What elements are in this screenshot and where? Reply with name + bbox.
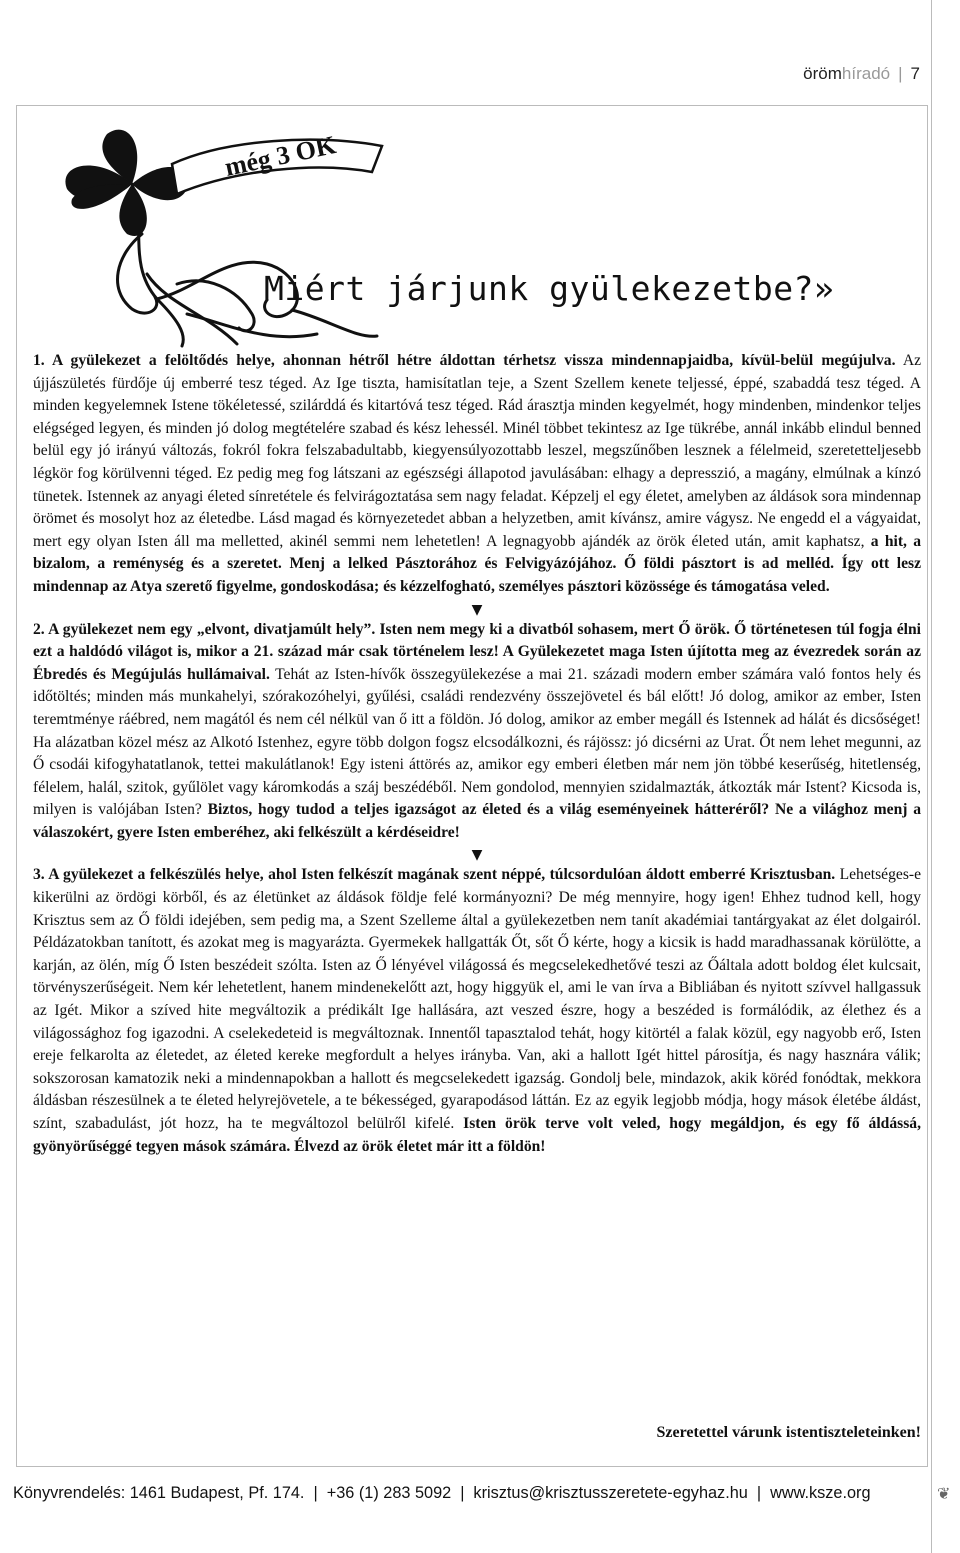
brand-name-bold: öröm	[803, 64, 842, 83]
section-1-body: Az újjászületés fürdője új emberré tesz téged. Az Ige tiszta, hamisítatlan teje, a Szent Szellem kenete teljessé, éppé, szabaddá tesz téged. A minden kegyelemnek Istene tökéletessé, szilárddá és kitartóvá tesz téged. Rád árasztja minden kegyelmét, hogy mindenben, mindenkor teljes elégséged legyen, és minden jó dolog megtételére szabad és kész lehessél. Minél többet tekintesz az Ige tükrébe, annál inkább elindul benned belül egy jó irányú változás, fokról fokra felszabadultabb, kiegyensúlyozottabb leszel, megszűnőben lesznek a félelmeid, szeretetteljesebb légkör fog körülvenni téged. Ez pedig meg fog látszani az egészségi állapotod javulásában: elhagy a depresszió, a magány, elmúlnak a kínzó tünetek. Istennek az anyagi életed sínretétele és felvirágoztatása sem nagy feladat. Képzelj el egy életet, amelyben az áldások sora mindennap örömet és mosolyt hoz az életedbe. Lásd magad és környezetedet abban a helyzetben, amit kívánsz, amire vágysz. Ne engedd el a vágyaidat, mert egy olyan Isten áll ma melletted, akinél semmi nem lehetetlen! A legnagyobb ajándék az örök életed után, amit kaphatsz,	[33, 352, 921, 550]
article-frame	[16, 105, 928, 1467]
footer-phone: +36 (1) 283 5092	[326, 1484, 452, 1502]
closing-line: Szeretettel várunk istentiszteleteinken!	[656, 1424, 921, 1441]
page-number: 7	[910, 64, 920, 83]
section-2	[33, 619, 921, 845]
brand-name-light: híradó	[841, 64, 891, 83]
footer-web-link[interactable]: www.ksze.org	[770, 1484, 871, 1502]
page-footer	[13, 1484, 871, 1503]
footer-email-link[interactable]: krisztus@krisztusszeretete-egyhaz.hu	[473, 1484, 748, 1502]
section-divider-2: ▼	[471, 847, 483, 864]
section-divider-1: ▼	[471, 601, 483, 618]
section-3-closing: Isten örök terve volt veled, hogy megáldjon, és egy fő áldássá, gyönyörűséggé tegyen mások számára. Élvezd az örök életet már itt a földön!	[33, 1115, 921, 1155]
section-1-heading: 1. A gyülekezet a felöltődés helye, ahonnan hétről hétre áldottan térhetsz vissza mindennapjaidba, kívül-belül megújulva.	[33, 352, 896, 369]
footer-order-address: Könyvrendelés: 1461 Budapest, Pf. 174.	[13, 1484, 305, 1502]
page-margin-line	[931, 0, 932, 1553]
section-3-heading: 3. A gyülekezet a felkészülés helye, ahol Isten felkészít magának szent néppé, túlcsordulóan áldott emberré Krisztusban.	[33, 866, 836, 884]
section-2-heading: 2. A gyülekezet nem egy „elvont, divatjamúlt hely”. Isten nem megy ki a divatból sohasem, mert Ő örök. Ő történetesen túl fogja élni ezt a haldódó világot is, mikor a 21. század már csak történelem lesz! A Gyülekezetet maga Isten újította meg az évezredek során az Ébredés és Megújulás hullámaival.	[33, 620, 921, 683]
page-header	[803, 64, 920, 84]
footer-separator: |	[756, 1484, 762, 1502]
section-2-closing: Biztos, hogy tudod a teljes igazságot az életed és a világ eseményeinek hátteréről? Ne a világhoz menj a válaszokért, gyere Isten emberéhez, aki felkészült a kérdéseidre!	[33, 801, 922, 841]
section-1	[33, 350, 921, 599]
section-3-body: Lehetséges-e kikerülni az ördögi körből, és az életünket az áldások földje felé kormányozni? De még mennyire, hogy igen! Ehhez tudnod kell, hogy Krisztus sem az Ő földi idejében, sem pedig ma, a Szent Szelleme által a gyülekezetben nem tanít akadémiai tantárgyakat az élet dolgairól. Példázatokban tanított, és azokat meg is magyarázta. Gyermekek hallgatták Őt, sőt Ő kérte, hogy a kicsik is hadd maradhassanak körülötte, a karján, az ölén, míg Ő Isten beszédeit szólta. Isten az Ő lényével világossá és megcselekedhetővé teszi az Őáltala adott boldog élet kulcsait, törvényszerűségeit. Nem kér lehetetlent, hanem mindenekelőtt azt, hogy higgyük el, ami le van írva a Bibliában és nyitott szívvel hallgassuk az Igét. Mikor a szíved hite megváltozik a prédikált Ige hallására, azt veszed észre, hogy a beszéded is formálódik, az élethez és a világossághoz fog igazodni. A cselekedeteid is megváltoznak. Innentől tapasztalod tehát, hogy kitörtél a falak közül, egy nagyobb erő, Isten ereje felkarolta az életedet, az életed kereke megfordult a helyes irányba. Van, aki a hallott Igét hittel párosítja, és nagy hasznára válik; sokszorosan kamatozik neki a mindennapokban a hallott és megcselekedett igazság. Gondolj bele, mindazok, akik köréd fonódtak, mekkora áldásban részesülnek a te életed helyrejövetele, a te békességed, gyarapodásod láttán. Ez az egyik legjobb módja, hogy mások életébe áldást, színt, szabadulást, jót hozz, ha te megváltozol belülről kifelé.	[33, 866, 921, 1132]
section-2-body: Tehát az Isten-hívők összegyülekezése a mai 21. századi modern ember számára való fontos hely és időtöltés; minden más munkahelyi, szórakozóhelyi, gyűlési, családi rendezvény összejövetel és bál előtt! Jó dolog, amikor az ember, Isten teremtménye ráébred, nem magától és nem cél nélkül van ő itt a földön. Jó dolog, amikor az ember megáll és Istennek ad hálát és dicsőséget! Ha alázatban közel mész az Alkotó Istenhez, egyre több dolgon fogsz elcsodálkozni, és rájössz: jó dicsérni az Urat. Őt nem lehet megunni, az Ő csodái kifogyhatatlanok, tettei makulátlanok! Egy isteni áttörés az, amikor egy emberi életben már nem jön többé keserűség, hitetlenség, félelem, halál, szitok, gyűlölet vagy káromkodás a száj beszédéből. Nem gondolod, mennyien szidalmazták, átkozták már Istent? Kicsoda is, milyen is valójában Isten?	[33, 665, 921, 819]
badge-text: még 3 OK	[222, 130, 339, 182]
footer-separator: |	[313, 1484, 318, 1502]
footer-separator: |	[460, 1484, 465, 1502]
flower-ornament-icon	[37, 114, 387, 354]
page-title: Miért járjunk gyülekezetbe?»	[264, 269, 835, 308]
publisher-logo-icon: ❦	[937, 1484, 951, 1503]
section-1-closing: a hit, a bizalom, a reménység és a szeretet. Menj a lelked Pásztorához és Felvigyázójához. Ő földi pásztort is ad melléd. Így ott lesz mindennap az Atya szerető figyelme, gondoskodása; és kézzelfogható, személyes pásztori közössége és támogatása veled.	[33, 532, 921, 595]
section-3	[33, 864, 921, 1158]
header-separator: |	[898, 64, 903, 83]
article-body	[33, 350, 921, 1158]
